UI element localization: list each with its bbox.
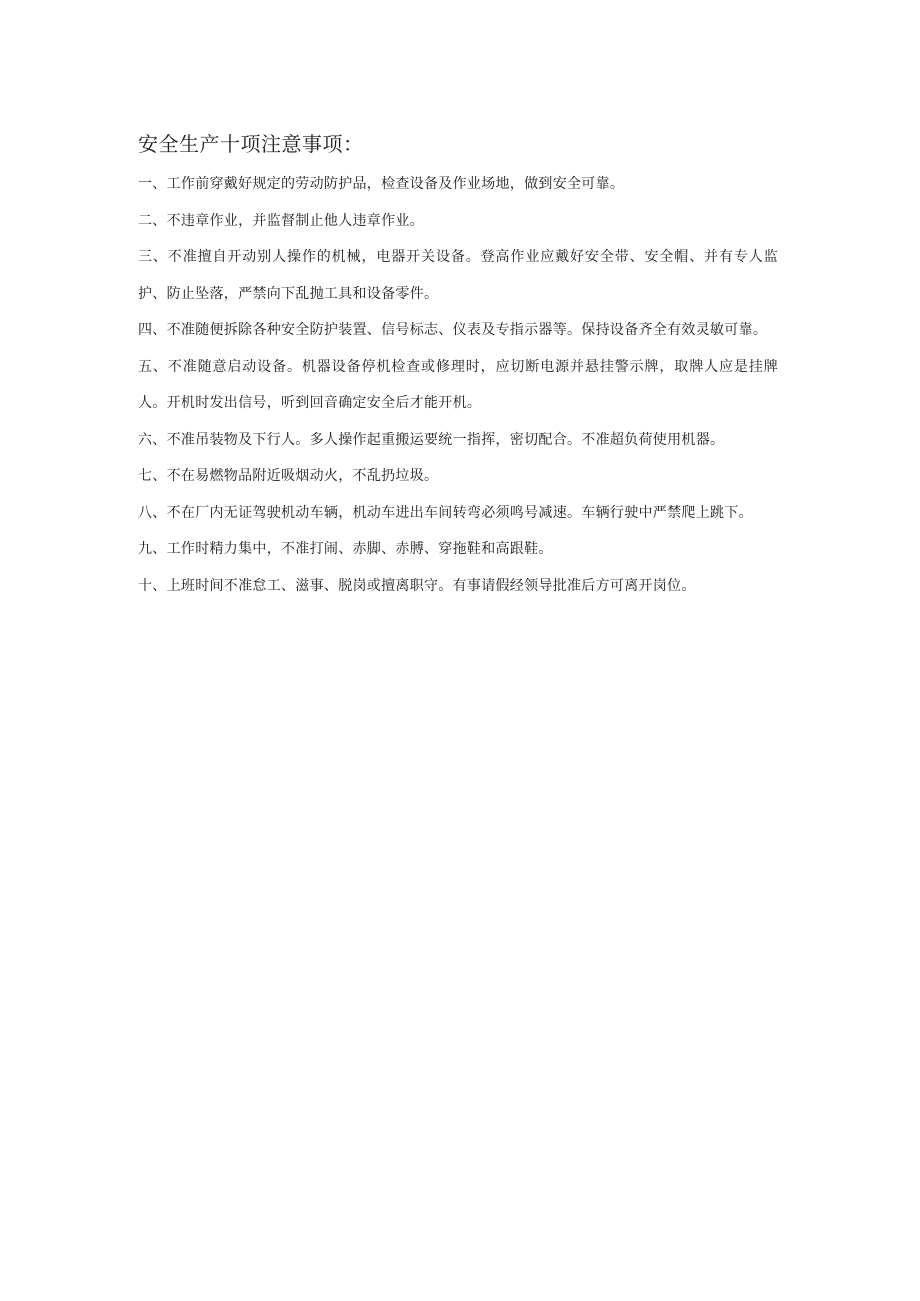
- rule-item-8: 八、不在厂内无证驾驶机动车辆，机动车进出车间转弯必须鸣号减速。车辆行驶中严禁爬上跳下。: [138, 504, 753, 521]
- document-body: [138, 128, 778, 604]
- rule-item-9: 九、工作时精力集中，不准打闹、赤脚、赤膊、穿拖鞋和高跟鞋。: [138, 541, 553, 557]
- document-title: 安全生产十项注意事项：: [138, 132, 364, 156]
- rule-item-3: 三、不准擅自开动别人操作的机械，电器开关设备。登高作业应戴好安全带、安全帽、并有专人监护、防止坠落，严禁向下乱抛工具和设备零件。: [138, 249, 778, 302]
- rule-item-1: 一、工作前穿戴好规定的劳动防护品，检查设备及作业场地，做到安全可靠。: [138, 176, 625, 192]
- rule-item-6: 六、不准吊装物及下行人。多人操作起重搬运要统一指挥，密切配合。不准超负荷使用机器。: [138, 431, 725, 448]
- rule-item-4: 四、不准随便拆除各种安全防护装置、信号标志、仪表及专指示器等。保持设备齐全有效灵敏可靠。: [138, 322, 768, 338]
- rule-item-5: 五、不准随意启动设备。机器设备停机检查或修理时，应切断电源并悬挂警示牌，取牌人应是挂牌人。开机时发出信号，听到回音确定安全后才能开机。: [138, 358, 778, 411]
- rule-item-7: 七、不在易燃物品附近吸烟动火，不乱扔垃圾。: [138, 468, 439, 484]
- rules-list: [138, 166, 778, 604]
- rule-item-10: 十、上班时间不准怠工、滋事、脱岗或擅离职守。有事请假经领导批准后方可离开岗位。: [138, 577, 696, 594]
- rule-item-2: 二、不违章作业，并监督制止他人违章作业。: [138, 212, 424, 229]
